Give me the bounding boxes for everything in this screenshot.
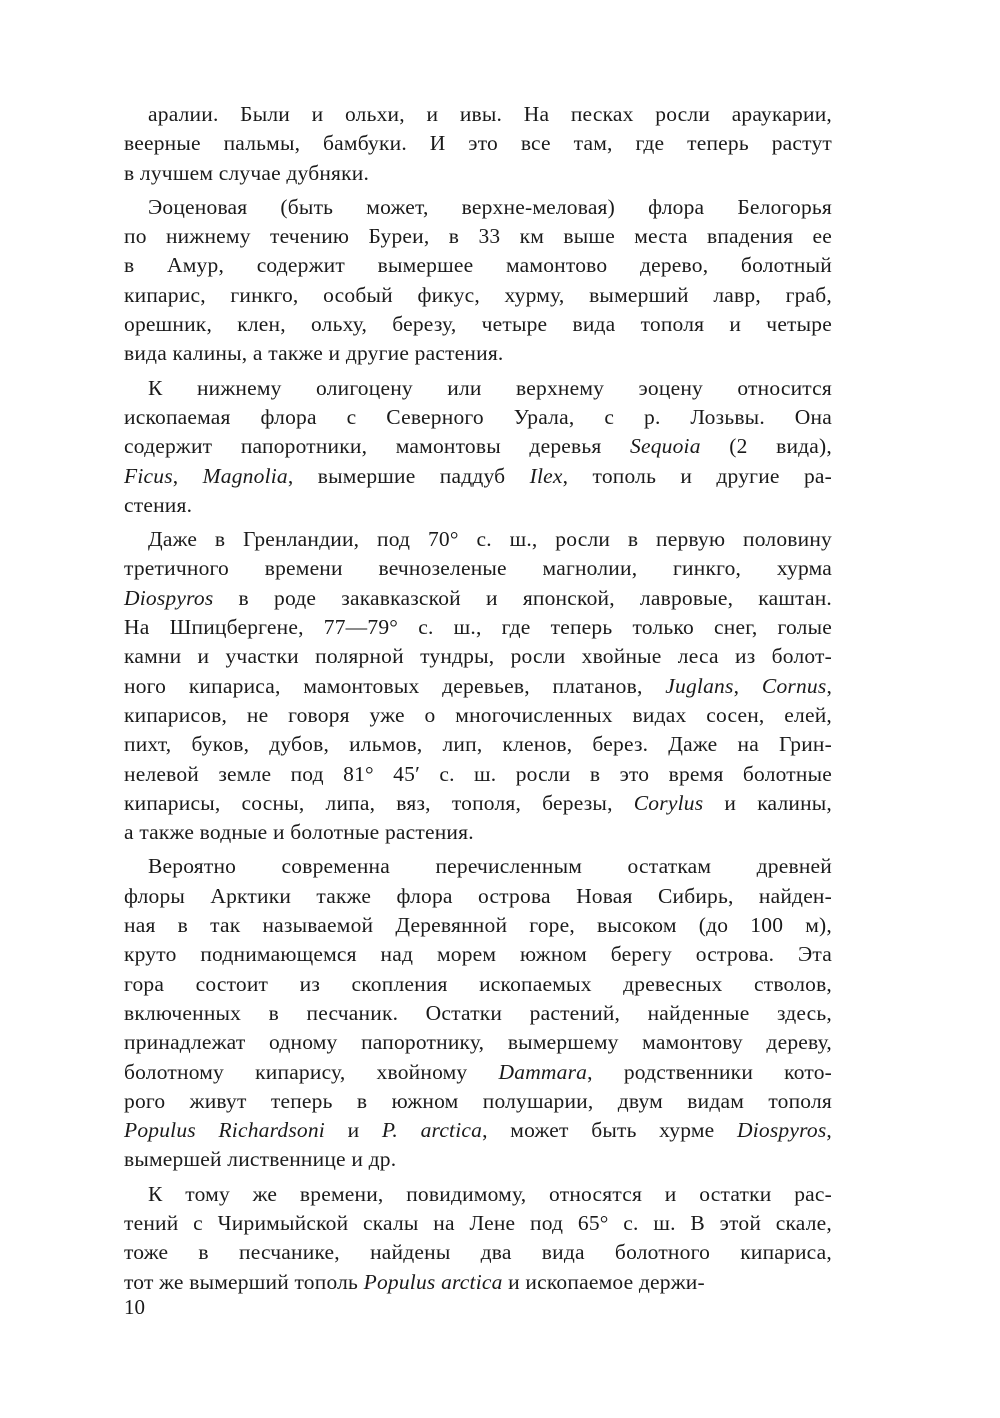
text-line: ного кипариса, мамонтовых деревьев, платанов, Juglans, Cornus, bbox=[124, 673, 833, 698]
text-line: вымершей лиственнице и др. bbox=[124, 1147, 397, 1172]
text-line: третичного времени вечнозеленые магнолии, гинкго, хурма bbox=[124, 556, 832, 581]
text-line: веерные пальмы, бамбуки. И это все там, где теперь растут bbox=[124, 131, 832, 156]
text-line: Populus Richardsoni и P. arctica, может быть хурме Diospyros, bbox=[124, 1118, 832, 1143]
text-line: аралии. Были и ольхи, и ивы. На песках росли араукарии, bbox=[148, 102, 832, 126]
text-line: К тому же времени, повидимому, относятся и остатки рас- bbox=[148, 1181, 832, 1206]
text-line: а также водные и болотные растения. bbox=[124, 820, 474, 845]
text-line: Даже в Гренландии, под 70° с. ш., росли в первую половину bbox=[148, 527, 832, 552]
text-line: нелевой земле под 81° 45′ с. ш. росли в это время болотные bbox=[124, 761, 832, 786]
text-line: тоже в песчанике, найдены два вида болотного кипариса, bbox=[124, 1240, 832, 1265]
latin-taxon-name: Magnolia bbox=[202, 463, 288, 488]
paragraph bbox=[124, 100, 832, 188]
text-line: кипарисы, сосны, липа, вяз, тополя, березы, Corylus и калины, bbox=[124, 790, 833, 815]
latin-taxon-name: Populus Richardsoni bbox=[124, 1118, 325, 1143]
text-line: орешник, клен, ольху, березу, четыре вида тополя и четыре bbox=[124, 312, 832, 337]
text-line: камни и участки полярной тундры, росли хвойные леса из болот- bbox=[124, 644, 832, 669]
text-line: Эоценовая (быть может, верхне-меловая) флора Белогорья bbox=[148, 194, 832, 219]
text-line: тений с Чиримыйской скалы на Лене под 65° с. ш. В этой скале, bbox=[124, 1210, 832, 1235]
text-line: круто поднимающемся над морем южном берегу острова. Эта bbox=[124, 942, 832, 967]
latin-taxon-name: Ilex bbox=[529, 463, 563, 488]
body-text bbox=[124, 100, 832, 1297]
text-line: ископаемая флора с Северного Урала, с р. Лозьвы. Она bbox=[124, 404, 832, 429]
text-line: в Амур, содержит вымершее мамонтово дерево, болотный bbox=[124, 253, 832, 278]
text-line: пихт, буков, дубов, ильмов, лип, кленов, берез. Даже на Грин- bbox=[124, 732, 832, 757]
text-line: гора состоит из скопления ископаемых древесных стволов, bbox=[124, 971, 832, 996]
latin-taxon-name: Diospyros bbox=[124, 585, 214, 610]
text-line: тот же вымерший тополь Populus arctica и ископаемое держи- bbox=[124, 1269, 705, 1294]
latin-taxon-name: Cornus bbox=[761, 673, 827, 698]
latin-taxon-name: Sequoia bbox=[630, 434, 701, 459]
text-line: вида калины, а также и другие растения. bbox=[124, 341, 504, 366]
latin-taxon-name: Populus arctica bbox=[363, 1269, 503, 1294]
text-line: К нижнему олигоцену или верхнему эоцену относится bbox=[148, 375, 832, 400]
latin-taxon-name: Juglans bbox=[665, 673, 734, 698]
text-line: ная в так называемой Деревянной горе, высоком (до 100 м), bbox=[124, 913, 832, 938]
paragraph bbox=[124, 525, 832, 847]
page-number: 10 bbox=[124, 1295, 145, 1319]
latin-taxon-name: Dammara bbox=[498, 1059, 588, 1084]
paragraph bbox=[124, 193, 832, 369]
text-line: кипарисов, не говоря уже о многочисленных видах сосен, елей, bbox=[124, 702, 832, 727]
paragraph bbox=[124, 1180, 832, 1297]
text-line: рого живут теперь в южном полушарии, двум видам тополя bbox=[124, 1088, 832, 1113]
text-line: Ficus, Magnolia, вымершие паддуб Ilex, тополь и другие ра- bbox=[124, 463, 833, 488]
text-line: На Шпицбергене, 77—79° с. ш., где теперь только снег, голые bbox=[124, 615, 832, 640]
paragraph bbox=[124, 852, 832, 1174]
text-line: кипарис, гинкго, особый фикус, хурму, вымерший лавр, граб, bbox=[124, 282, 832, 307]
text-line: включенных в песчаник. Остатки растений, найденные здесь, bbox=[124, 1000, 832, 1025]
text-line: флоры Арктики также флора острова Новая Сибирь, найден- bbox=[124, 883, 832, 908]
text-line: в лучшем случае дубняки. bbox=[124, 160, 370, 185]
latin-taxon-name: P. arctica bbox=[381, 1118, 483, 1143]
text-line: Вероятно современна перечисленным остаткам древней bbox=[148, 854, 832, 879]
latin-taxon-name: Corylus bbox=[633, 790, 704, 815]
text-line: Diospyros в роде закавказской и японской, лавровые, каштан. bbox=[124, 585, 832, 610]
text-line: содержит папоротники, мамонтовы деревья Sequoia (2 вида), bbox=[124, 434, 832, 459]
text-line: принадлежат одному папоротнику, вымершему мамонтову дереву, bbox=[124, 1030, 832, 1055]
latin-taxon-name: Diospyros bbox=[737, 1118, 827, 1143]
paragraph bbox=[124, 374, 832, 520]
latin-taxon-name: Ficus bbox=[124, 463, 173, 488]
text-line: по нижнему течению Буреи, в 33 км выше места впадения ее bbox=[124, 224, 832, 249]
text-line: стения. bbox=[124, 492, 193, 517]
text-line: болотному кипарису, хвойному Dammara, родственники кото- bbox=[124, 1059, 833, 1084]
